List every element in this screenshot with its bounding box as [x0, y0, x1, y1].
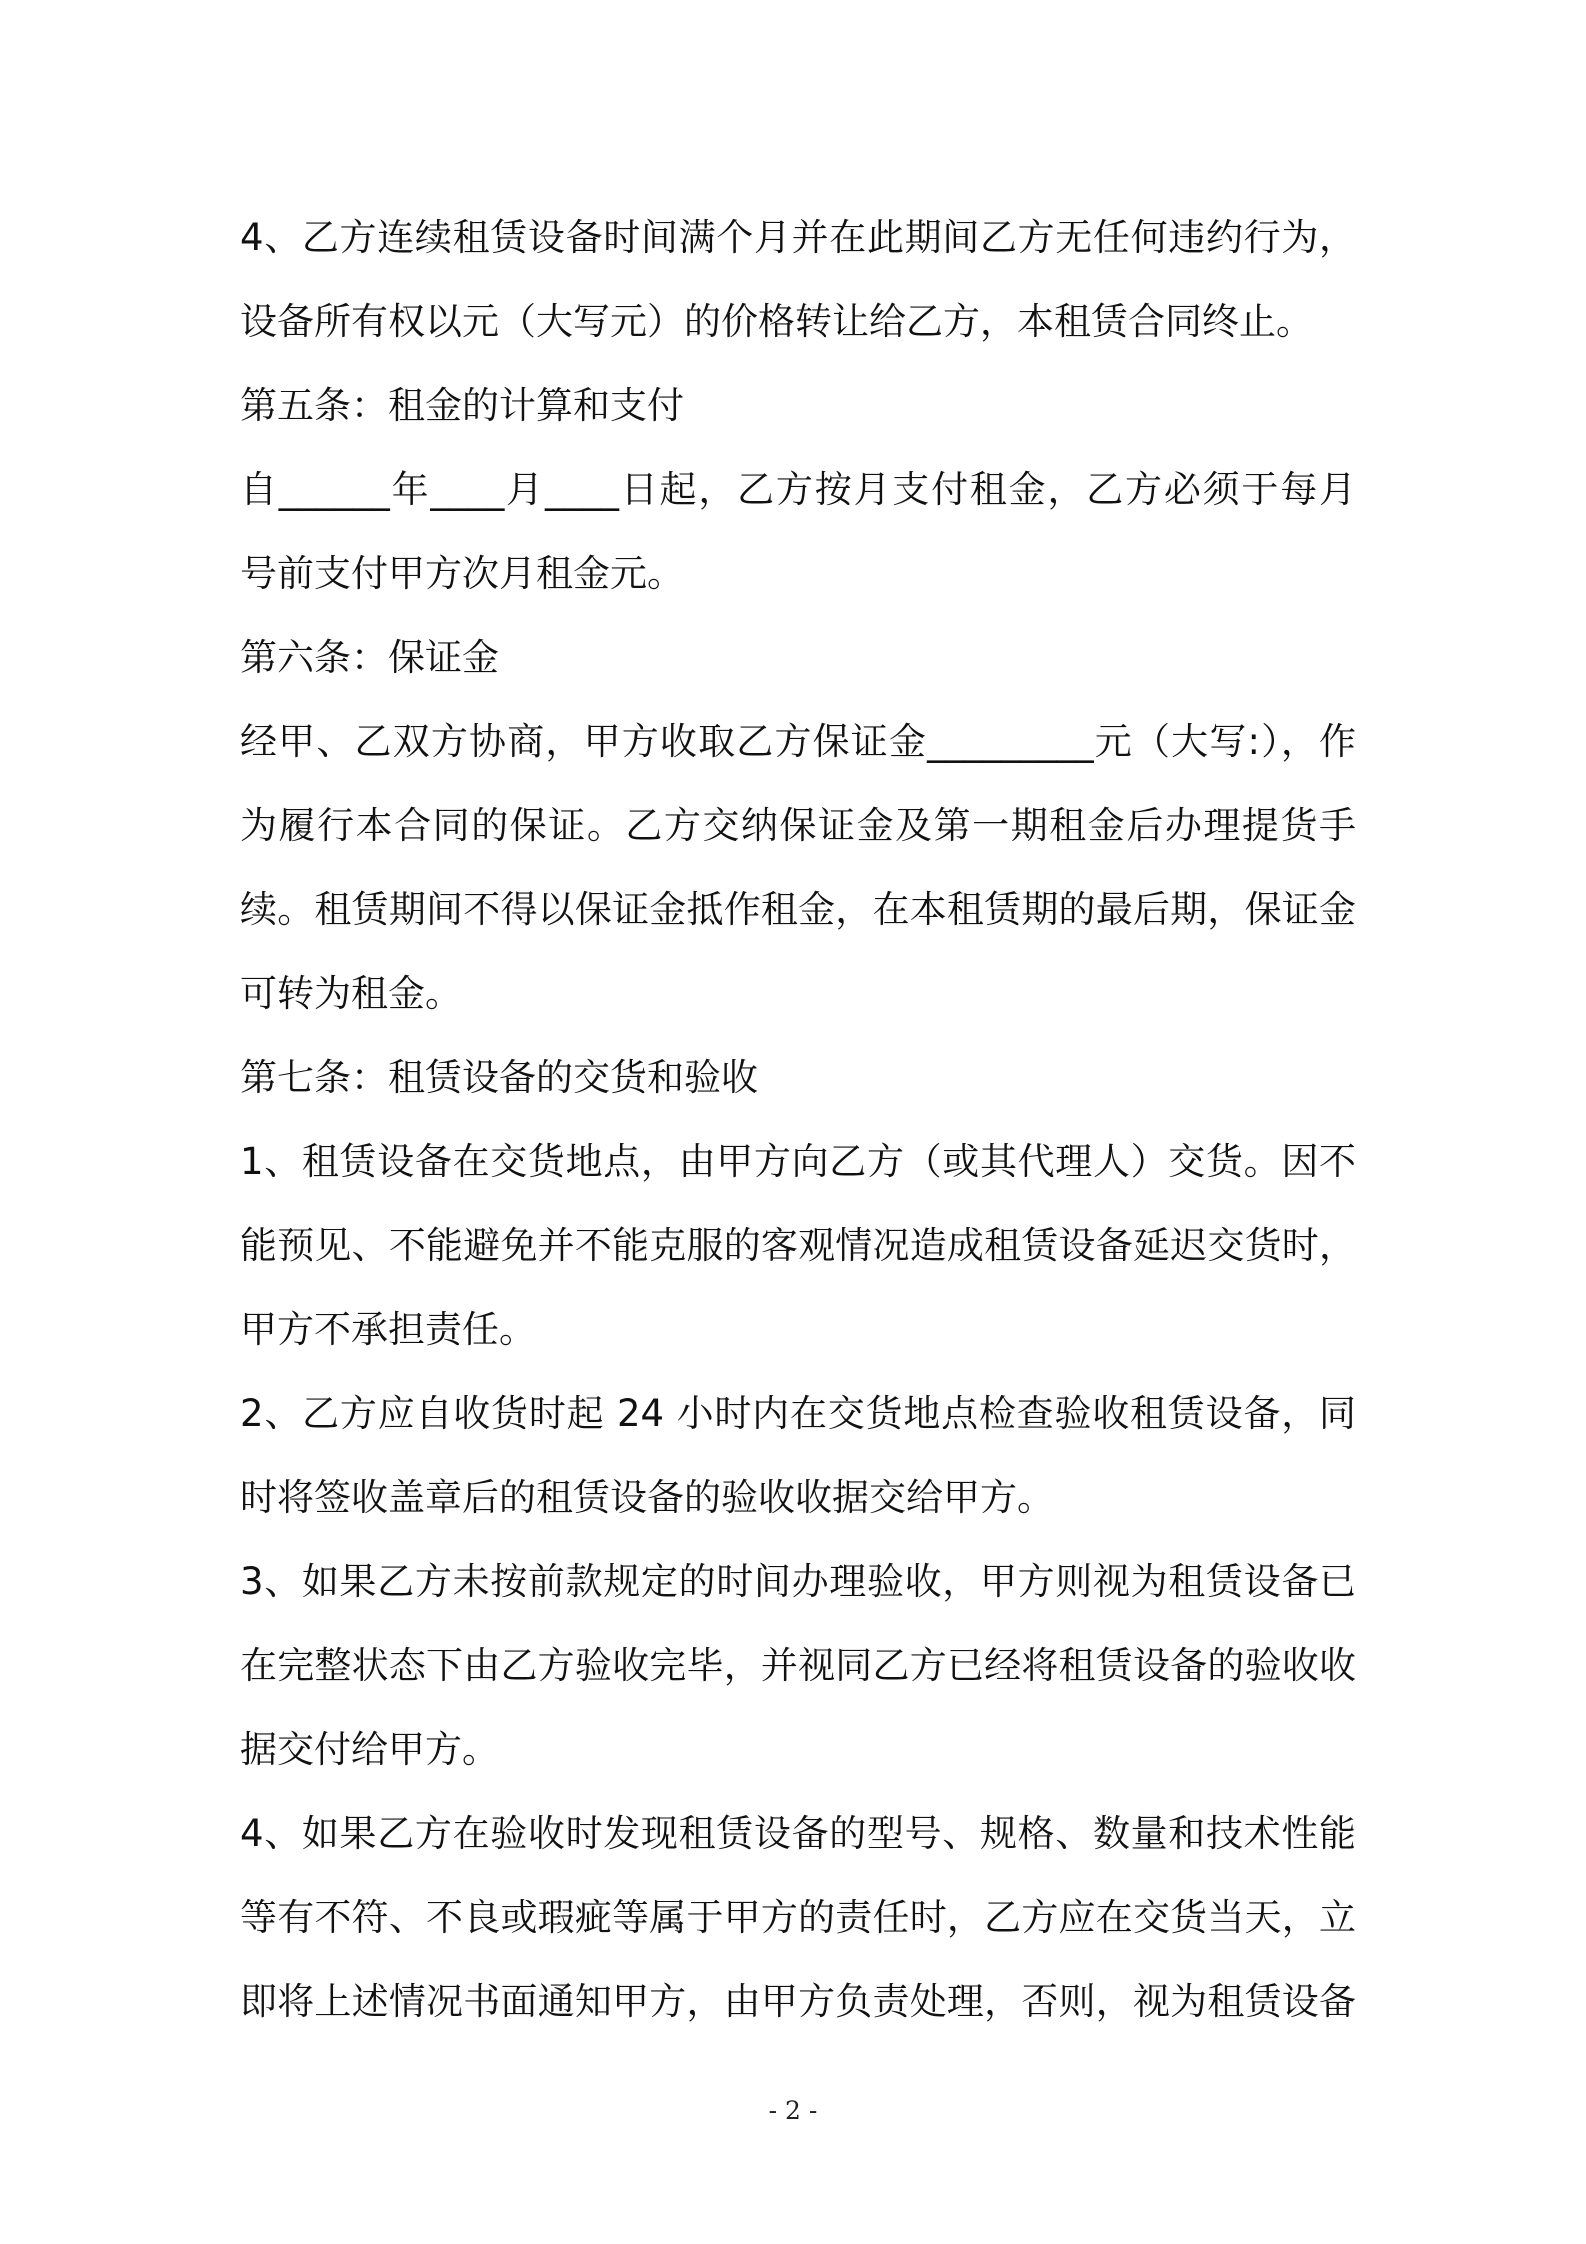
- article-7-clause-4-line-1: 4、如果乙方在验收时发现租赁设备的型号、规格、数量和技术性能: [240, 1812, 1356, 1855]
- article-7-clause-3-line-1: 3、如果乙方未按前款规定的时间办理验收，甲方则视为租赁设备已: [240, 1560, 1356, 1603]
- article-7-clause-4-line-3: 即将上述情况书面通知甲方，由甲方负责处理，否则，视为租赁设备: [240, 1980, 1356, 2023]
- article-6-heading: 第六条：保证金: [240, 636, 499, 679]
- article-5-line-2: 号前支付甲方次月租金元。: [240, 552, 684, 595]
- clause-4-line-1: 4、乙方连续租赁设备时间满个月并在此期间乙方无任何违约行为，: [240, 216, 1356, 259]
- article-7-clause-2-line-1: 2、乙方应自收货时起 24 小时内在交货地点检查验收租赁设备，同: [240, 1392, 1356, 1435]
- article-7-clause-3-line-3: 据交付给甲方。: [240, 1728, 499, 1771]
- article-7-clause-2-line-2: 时将签收盖章后的租赁设备的验收收据交给甲方。: [240, 1476, 1054, 1519]
- page-number: - 2 -: [768, 2096, 818, 2125]
- article-7-clause-1-line-1: 1、租赁设备在交货地点，由甲方向乙方（或其代理人）交货。因不: [240, 1140, 1356, 1183]
- article-6-line-4: 可转为租金。: [240, 972, 462, 1015]
- article-6-line-2: 为履行本合同的保证。乙方交纳保证金及第一期租金后办理提货手: [240, 804, 1356, 847]
- article-7-clause-1-line-3: 甲方不承担责任。: [240, 1308, 536, 1351]
- article-6-line-1: 经甲、乙双方协商，甲方收取乙方保证金_________元（大写:），作: [240, 720, 1356, 763]
- article-7-clause-3-line-2: 在完整状态下由乙方验收完毕，并视同乙方已经将租赁设备的验收收: [240, 1644, 1356, 1687]
- article-6-line-3: 续。租赁期间不得以保证金抵作租金，在本租赁期的最后期，保证金: [240, 888, 1356, 931]
- article-5-heading: 第五条：租金的计算和支付: [240, 384, 684, 427]
- clause-4-line-2: 设备所有权以元（大写元）的价格转让给乙方，本租赁合同终止。: [240, 300, 1313, 343]
- article-7-heading: 第七条：租赁设备的交货和验收: [240, 1056, 758, 1099]
- article-5-line-1: 自______年____月____日起，乙方按月支付租金，乙方必须于每月: [240, 468, 1356, 511]
- article-7-clause-1-line-2: 能预见、不能避免并不能克服的客观情况造成租赁设备延迟交货时，: [240, 1224, 1356, 1267]
- article-7-clause-4-line-2: 等有不符、不良或瑕疵等属于甲方的责任时，乙方应在交货当天，立: [240, 1896, 1356, 1939]
- document-body: [240, 196, 1356, 2044]
